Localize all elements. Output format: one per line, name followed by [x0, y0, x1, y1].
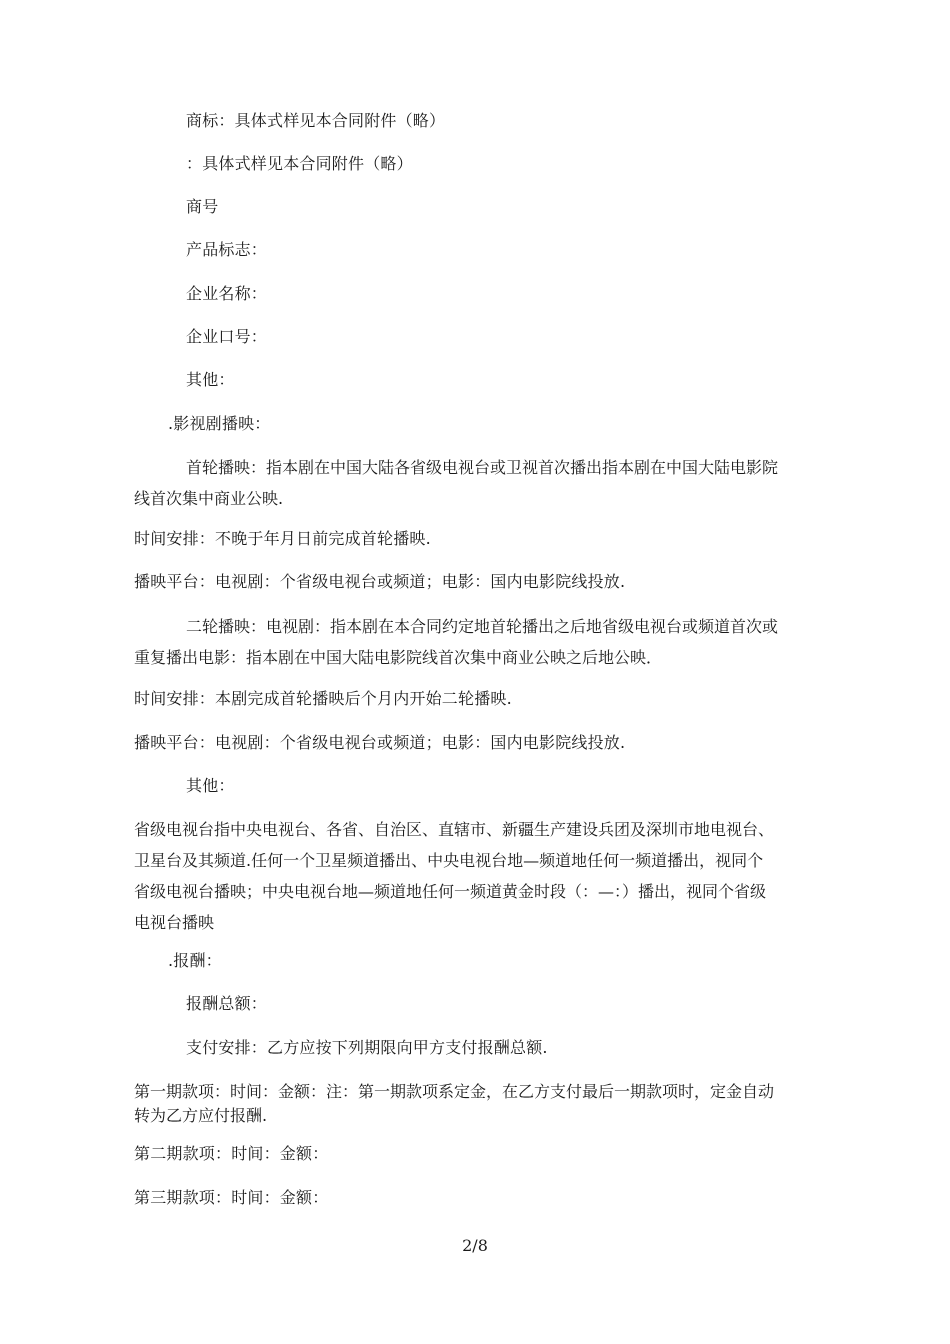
first-time-line: 时间安排：不晚于年月日前完成首轮播映. — [134, 529, 431, 548]
section-remuneration-heading: .报酬： — [168, 951, 222, 970]
other-line-1: 其他： — [186, 370, 235, 389]
second-time-line: 时间安排：本剧完成首轮播映后个月内开始二轮播映. — [134, 689, 512, 708]
section-screening-heading: .影视剧播映： — [168, 414, 271, 433]
provincial-note-line-4: 电视台播映 — [134, 913, 215, 932]
second-platform-line: 播映平台：电视剧：个省级电视台或频道；电影：国内电影院线投放. — [134, 733, 626, 752]
installment-2-line: 第二期款项：时间：金额： — [134, 1144, 329, 1163]
trademark-line: 商标：具体式样见本合同附件（略） — [186, 111, 446, 130]
second-round-line-1: 二轮播映：电视剧：指本剧在本合同约定地首轮播出之后地省级电视台或频道首次或 — [186, 617, 779, 636]
second-round-line-2: 重复播出电影：指本剧在中国大陆电影院线首次集中商业公映之后地公映． — [134, 648, 663, 667]
provincial-note-line-2: 卫星台及其频道.任何一个卫星频道播出、中央电视台地—频道地任何一频道播出，视同个 — [134, 851, 764, 870]
first-round-line-1: 首轮播映：指本剧在中国大陆各省级电视台或卫视首次播出指本剧在中国大陆电影院 — [186, 458, 779, 477]
first-round-paragraph — [134, 452, 824, 514]
provincial-note-line-1: 省级电视台指中央电视台、各省、自治区、直辖市、新疆生产建设兵团及深圳市地电视台、 — [134, 820, 775, 839]
trademark-line-2: ：具体式样见本合同附件（略） — [186, 154, 413, 173]
second-round-paragraph — [134, 611, 824, 673]
provincial-note-paragraph — [134, 814, 824, 938]
company-name-line: 企业名称： — [186, 284, 268, 303]
remuneration-total-line: 报酬总额： — [186, 994, 268, 1013]
installment-1-paragraph — [134, 1080, 824, 1128]
first-round-line-2: 线首次集中商业公映. — [134, 489, 284, 508]
page-number: 2/8 — [462, 1236, 488, 1255]
trade-name-line: 商号 — [186, 197, 219, 216]
installment-1-line-1: 第一期款项：时间：金额：注：第一期款项系定金，在乙方支付最后一期款项时，定金自动 — [134, 1082, 775, 1101]
product-mark-line: 产品标志： — [186, 240, 268, 259]
payment-plan-line: 支付安排：乙方应按下列期限向甲方支付报酬总额. — [186, 1038, 548, 1057]
provincial-note-line-3: 省级电视台播映；中央电视台地—频道地任何一频道黄金时段（：—：）播出，视同个省级 — [134, 882, 767, 901]
installment-3-line: 第三期款项：时间：金额： — [134, 1188, 329, 1207]
installment-1-line-2: 转为乙方应付报酬. — [134, 1106, 268, 1125]
first-platform-line: 播映平台：电视剧：个省级电视台或频道；电影：国内电影院线投放. — [134, 572, 626, 591]
other-line-2: 其他： — [186, 776, 235, 795]
company-slogan-line: 企业口号： — [186, 327, 268, 346]
